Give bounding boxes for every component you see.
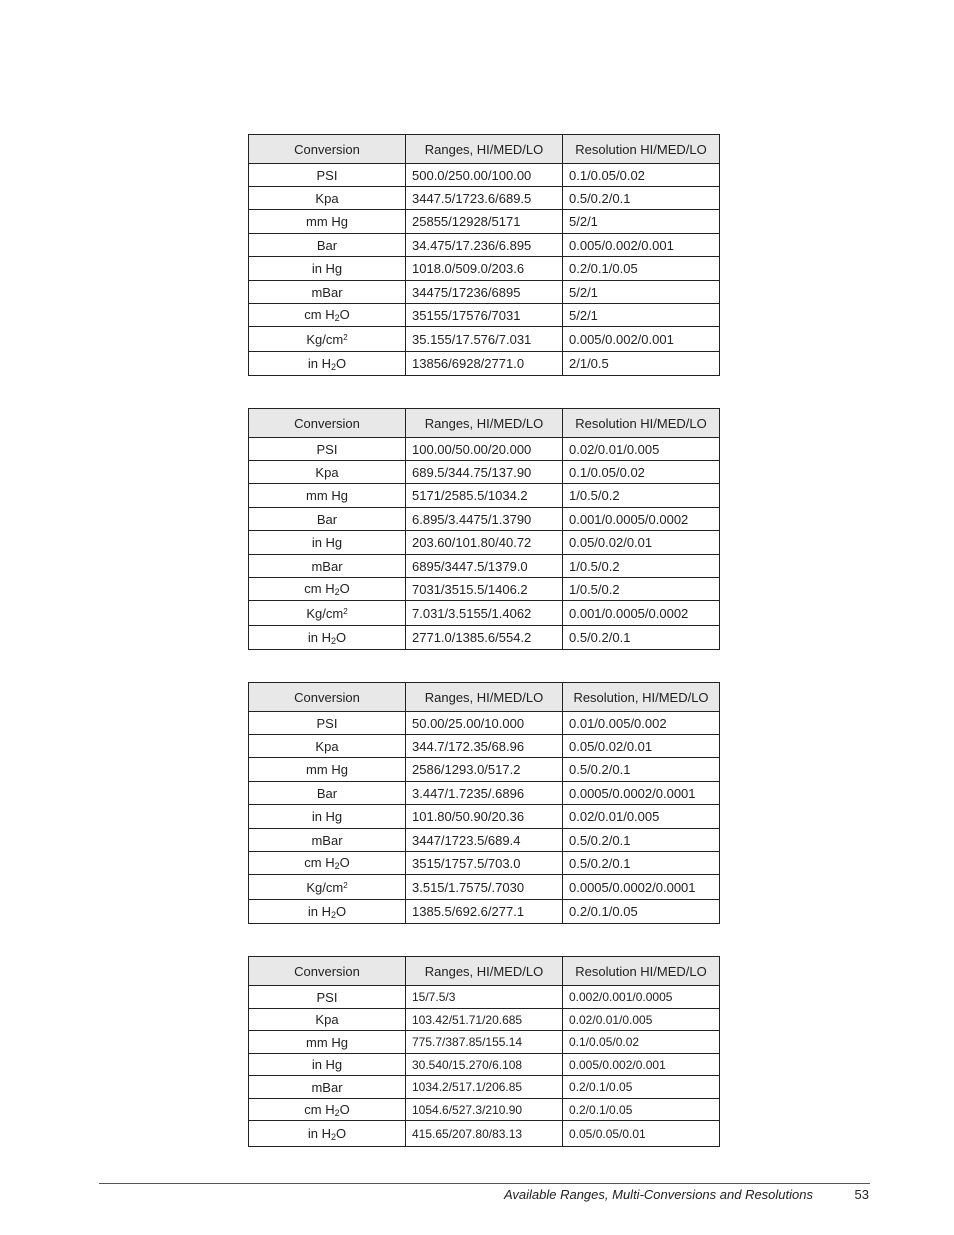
resolution-cell: 0.002/0.001/0.0005 bbox=[563, 986, 720, 1009]
range-cell: 5171/2585.5/1034.2 bbox=[406, 484, 563, 508]
table-row bbox=[249, 601, 720, 626]
unit-cell: mBar bbox=[249, 281, 406, 304]
range-cell: 25855/12928/5171 bbox=[406, 210, 563, 234]
resolution-cell: 0.1/0.05/0.02 bbox=[563, 164, 720, 187]
unit-cell: cm $H_2O$ bbox=[249, 578, 406, 601]
resolution-cell: 1/0.5/0.2 bbox=[563, 555, 720, 578]
resolution-cell: 0.01/0.005/0.002 bbox=[563, 712, 720, 735]
unit-cell: in Hg bbox=[249, 1054, 406, 1076]
unit-cell: Bar bbox=[249, 782, 406, 805]
header-ranges: Ranges, HI/MED/LO bbox=[406, 683, 563, 712]
table-row bbox=[249, 257, 720, 281]
header-ranges: Ranges, HI/MED/LO bbox=[406, 409, 563, 438]
table-row bbox=[249, 281, 720, 304]
resolution-cell: 0.05/0.02/0.01 bbox=[563, 531, 720, 555]
resolution-cell: 0.005/0.002/0.001 bbox=[563, 234, 720, 257]
table-row bbox=[249, 304, 720, 327]
header-conversion: Conversion bbox=[249, 957, 406, 986]
header-conversion: Conversion bbox=[249, 683, 406, 712]
table-row bbox=[249, 461, 720, 484]
unit-cell: mBar bbox=[249, 829, 406, 852]
range-cell: 1034.2/517.1/206.85 bbox=[406, 1076, 563, 1099]
range-cell: 6895/3447.5/1379.0 bbox=[406, 555, 563, 578]
resolution-cell: 5/2/1 bbox=[563, 210, 720, 234]
conversion-table-3 bbox=[248, 682, 720, 924]
table-header-row bbox=[249, 683, 720, 712]
range-cell: 500.0/250.00/100.00 bbox=[406, 164, 563, 187]
range-cell: 6.895/3.4475/1.3790 bbox=[406, 508, 563, 531]
resolution-cell: 0.05/0.05/0.01 bbox=[563, 1121, 720, 1147]
range-cell: 7031/3515.5/1406.2 bbox=[406, 578, 563, 601]
unit-cell: Bar bbox=[249, 508, 406, 531]
resolution-cell: 0.5/0.2/0.1 bbox=[563, 758, 720, 782]
unit-cell: in $H_2O$ bbox=[249, 900, 406, 924]
table-row bbox=[249, 900, 720, 924]
range-cell: 2771.0/1385.6/554.2 bbox=[406, 626, 563, 650]
range-cell: 1018.0/509.0/203.6 bbox=[406, 257, 563, 281]
unit-cell: in Hg bbox=[249, 531, 406, 555]
unit-cell: $Kg/cm^2$ bbox=[249, 601, 406, 626]
unit-cell: PSI bbox=[249, 712, 406, 735]
unit-cell: Kpa bbox=[249, 461, 406, 484]
range-cell: 1054.6/527.3/210.90 bbox=[406, 1099, 563, 1121]
table-row bbox=[249, 986, 720, 1009]
resolution-cell: 0.2/0.1/0.05 bbox=[563, 1099, 720, 1121]
resolution-cell: 0.2/0.1/0.05 bbox=[563, 1076, 720, 1099]
table-row bbox=[249, 1099, 720, 1121]
resolution-cell: 5/2/1 bbox=[563, 281, 720, 304]
resolution-cell: 0.02/0.01/0.005 bbox=[563, 1009, 720, 1031]
range-cell: 3447.5/1723.6/689.5 bbox=[406, 187, 563, 210]
unit-cell: in Hg bbox=[249, 805, 406, 829]
table-row bbox=[249, 531, 720, 555]
unit-cell: mBar bbox=[249, 1076, 406, 1099]
range-cell: 100.00/50.00/20.000 bbox=[406, 438, 563, 461]
table-row bbox=[249, 805, 720, 829]
page-number: 53 bbox=[854, 1187, 869, 1202]
resolution-cell: 1/0.5/0.2 bbox=[563, 484, 720, 508]
table-row bbox=[249, 1031, 720, 1054]
table-row bbox=[249, 164, 720, 187]
header-resolution: Resolution, HI/MED/LO bbox=[563, 683, 720, 712]
resolution-cell: 0.05/0.02/0.01 bbox=[563, 735, 720, 758]
header-ranges: Ranges, HI/MED/LO bbox=[406, 135, 563, 164]
table-row bbox=[249, 712, 720, 735]
range-cell: 30.540/15.270/6.108 bbox=[406, 1054, 563, 1076]
table-row bbox=[249, 508, 720, 531]
header-resolution: Resolution HI/MED/LO bbox=[563, 957, 720, 986]
table-row bbox=[249, 555, 720, 578]
resolution-cell: 0.5/0.2/0.1 bbox=[563, 626, 720, 650]
range-cell: 35155/17576/7031 bbox=[406, 304, 563, 327]
unit-cell: PSI bbox=[249, 164, 406, 187]
table-row bbox=[249, 875, 720, 900]
resolution-cell: 0.2/0.1/0.05 bbox=[563, 257, 720, 281]
conversion-table-2 bbox=[248, 408, 720, 650]
table-row bbox=[249, 758, 720, 782]
range-cell: 2586/1293.0/517.2 bbox=[406, 758, 563, 782]
resolution-cell: 0.5/0.2/0.1 bbox=[563, 829, 720, 852]
table-header-row bbox=[249, 135, 720, 164]
range-cell: 101.80/50.90/20.36 bbox=[406, 805, 563, 829]
range-cell: 3.447/1.7235/.6896 bbox=[406, 782, 563, 805]
table-row bbox=[249, 782, 720, 805]
unit-cell: mm Hg bbox=[249, 484, 406, 508]
unit-cell: in Hg bbox=[249, 257, 406, 281]
resolution-cell: 0.5/0.2/0.1 bbox=[563, 852, 720, 875]
table-row bbox=[249, 578, 720, 601]
range-cell: 415.65/207.80/83.13 bbox=[406, 1121, 563, 1147]
range-cell: 34.475/17.236/6.895 bbox=[406, 234, 563, 257]
unit-cell: Bar bbox=[249, 234, 406, 257]
range-cell: 775.7/387.85/155.14 bbox=[406, 1031, 563, 1054]
header-conversion: Conversion bbox=[249, 409, 406, 438]
range-cell: 15/7.5/3 bbox=[406, 986, 563, 1009]
range-cell: 35.155/17.576/7.031 bbox=[406, 327, 563, 352]
table-row bbox=[249, 1121, 720, 1147]
unit-cell: mm Hg bbox=[249, 758, 406, 782]
range-cell: 7.031/3.5155/1.4062 bbox=[406, 601, 563, 626]
header-ranges: Ranges, HI/MED/LO bbox=[406, 957, 563, 986]
unit-cell: PSI bbox=[249, 438, 406, 461]
resolution-cell: 0.0005/0.0002/0.0001 bbox=[563, 875, 720, 900]
conversion-table-4 bbox=[248, 956, 720, 1147]
range-cell: 1385.5/692.6/277.1 bbox=[406, 900, 563, 924]
unit-cell: in $H_2O$ bbox=[249, 352, 406, 376]
table-row bbox=[249, 829, 720, 852]
table-row bbox=[249, 626, 720, 650]
resolution-cell: 0.1/0.05/0.02 bbox=[563, 461, 720, 484]
table-row bbox=[249, 187, 720, 210]
resolution-cell: 0.2/0.1/0.05 bbox=[563, 900, 720, 924]
header-resolution: Resolution HI/MED/LO bbox=[563, 409, 720, 438]
unit-cell: PSI bbox=[249, 986, 406, 1009]
resolution-cell: 0.001/0.0005/0.0002 bbox=[563, 508, 720, 531]
table-row bbox=[249, 1076, 720, 1099]
table-row bbox=[249, 852, 720, 875]
table-row bbox=[249, 1009, 720, 1031]
resolution-cell: 0.5/0.2/0.1 bbox=[563, 187, 720, 210]
range-cell: 34475/17236/6895 bbox=[406, 281, 563, 304]
resolution-cell: 0.0005/0.0002/0.0001 bbox=[563, 782, 720, 805]
unit-cell: Kpa bbox=[249, 1009, 406, 1031]
unit-cell: mm Hg bbox=[249, 1031, 406, 1054]
resolution-cell: 0.02/0.01/0.005 bbox=[563, 805, 720, 829]
unit-cell: in $H_2O$ bbox=[249, 1121, 406, 1147]
resolution-cell: 1/0.5/0.2 bbox=[563, 578, 720, 601]
resolution-cell: 0.02/0.01/0.005 bbox=[563, 438, 720, 461]
range-cell: 203.60/101.80/40.72 bbox=[406, 531, 563, 555]
footer-divider bbox=[99, 1183, 870, 1184]
footer-section-title: Available Ranges, Multi-Conversions and Resolutions bbox=[503, 1187, 813, 1202]
unit-cell: cm $H_2O$ bbox=[249, 1099, 406, 1121]
unit-cell: in $H_2O$ bbox=[249, 626, 406, 650]
table-row bbox=[249, 735, 720, 758]
unit-cell: $Kg/cm^2$ bbox=[249, 327, 406, 352]
unit-cell: mm Hg bbox=[249, 210, 406, 234]
resolution-cell: 0.1/0.05/0.02 bbox=[563, 1031, 720, 1054]
unit-cell: cm $H_2O$ bbox=[249, 304, 406, 327]
table-row bbox=[249, 210, 720, 234]
range-cell: 3447/1723.5/689.4 bbox=[406, 829, 563, 852]
resolution-cell: 0.005/0.002/0.001 bbox=[563, 1054, 720, 1076]
range-cell: 103.42/51.71/20.685 bbox=[406, 1009, 563, 1031]
unit-cell: mBar bbox=[249, 555, 406, 578]
range-cell: 50.00/25.00/10.000 bbox=[406, 712, 563, 735]
conversion-table-1 bbox=[248, 134, 720, 376]
table-row bbox=[249, 327, 720, 352]
table-row bbox=[249, 438, 720, 461]
range-cell: 689.5/344.75/137.90 bbox=[406, 461, 563, 484]
table-row bbox=[249, 352, 720, 376]
unit-cell: Kpa bbox=[249, 187, 406, 210]
unit-cell: cm $H_2O$ bbox=[249, 852, 406, 875]
header-resolution: Resolution HI/MED/LO bbox=[563, 135, 720, 164]
table-row bbox=[249, 484, 720, 508]
table-header-row bbox=[249, 957, 720, 986]
resolution-cell: 5/2/1 bbox=[563, 304, 720, 327]
resolution-cell: 2/1/0.5 bbox=[563, 352, 720, 376]
range-cell: 3.515/1.7575/.7030 bbox=[406, 875, 563, 900]
resolution-cell: 0.005/0.002/0.001 bbox=[563, 327, 720, 352]
resolution-cell: 0.001/0.0005/0.0002 bbox=[563, 601, 720, 626]
range-cell: 3515/1757.5/703.0 bbox=[406, 852, 563, 875]
range-cell: 13856/6928/2771.0 bbox=[406, 352, 563, 376]
table-header-row bbox=[249, 409, 720, 438]
table-row bbox=[249, 1054, 720, 1076]
unit-cell: Kpa bbox=[249, 735, 406, 758]
table-row bbox=[249, 234, 720, 257]
header-conversion: Conversion bbox=[249, 135, 406, 164]
range-cell: 344.7/172.35/68.96 bbox=[406, 735, 563, 758]
unit-cell: $Kg/cm^2$ bbox=[249, 875, 406, 900]
